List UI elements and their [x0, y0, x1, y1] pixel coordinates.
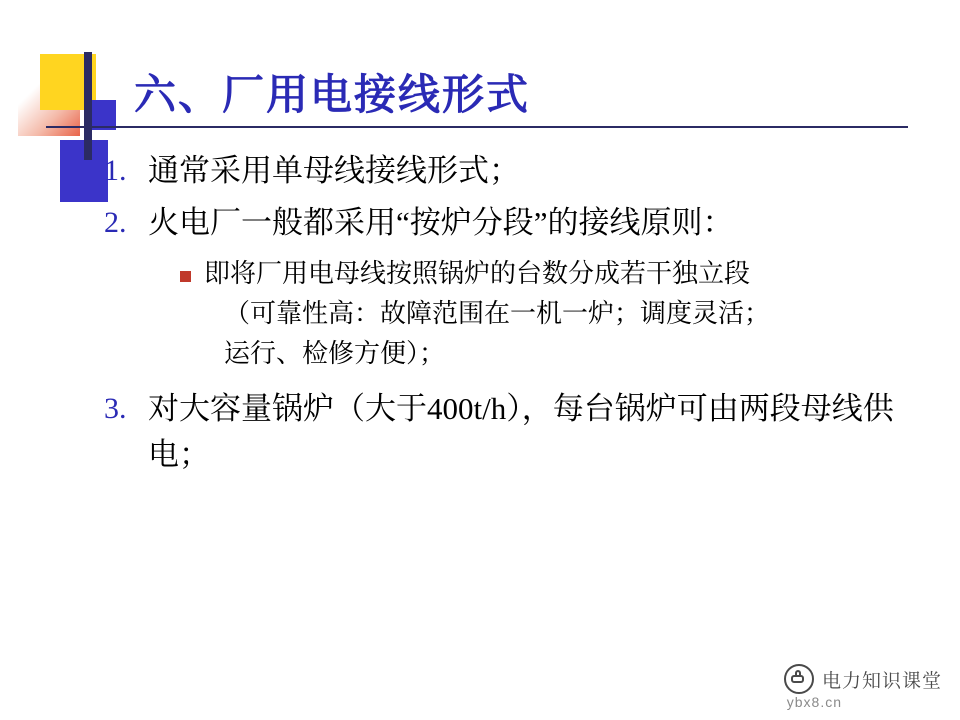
list-item: [104, 386, 934, 478]
sub-list-item: [180, 254, 934, 374]
list-item: [104, 200, 934, 246]
slide-body: [104, 148, 934, 484]
list-item-number: 1.: [104, 154, 127, 187]
watermark-url: ybx8.cn: [786, 694, 842, 710]
sub-list-line-2: （可靠性高：故障范围在一机一炉；调度灵活；: [224, 299, 771, 328]
watermark-name: 电力知识课堂: [821, 670, 942, 692]
list-item-text: 火电厂一般都采用“按炉分段”的接线原则：: [148, 205, 734, 240]
square-bullet-icon: [180, 271, 204, 282]
wechat-account-icon: [784, 664, 814, 694]
list-item-number: 2.: [104, 206, 127, 239]
sub-list-line-1: 即将厂用电母线按照锅炉的台数分成若干独立段: [204, 259, 751, 288]
logo-vertical-bar: [84, 52, 92, 160]
list-item-number: 3.: [104, 392, 127, 425]
slide-title: 六、厂用电接线形式: [134, 73, 531, 119]
list-item-text: 对大容量锅炉（大于400t/h），每台锅炉可由两段母线供电；: [148, 391, 894, 472]
title-divider: [46, 126, 908, 128]
list-item: [104, 148, 934, 194]
watermark: [784, 664, 942, 694]
sub-list-text: [204, 254, 934, 374]
list-item-text: 通常采用单母线接线形式；: [148, 153, 520, 188]
sub-list-line-3: 运行、检修方便）；: [224, 339, 446, 368]
